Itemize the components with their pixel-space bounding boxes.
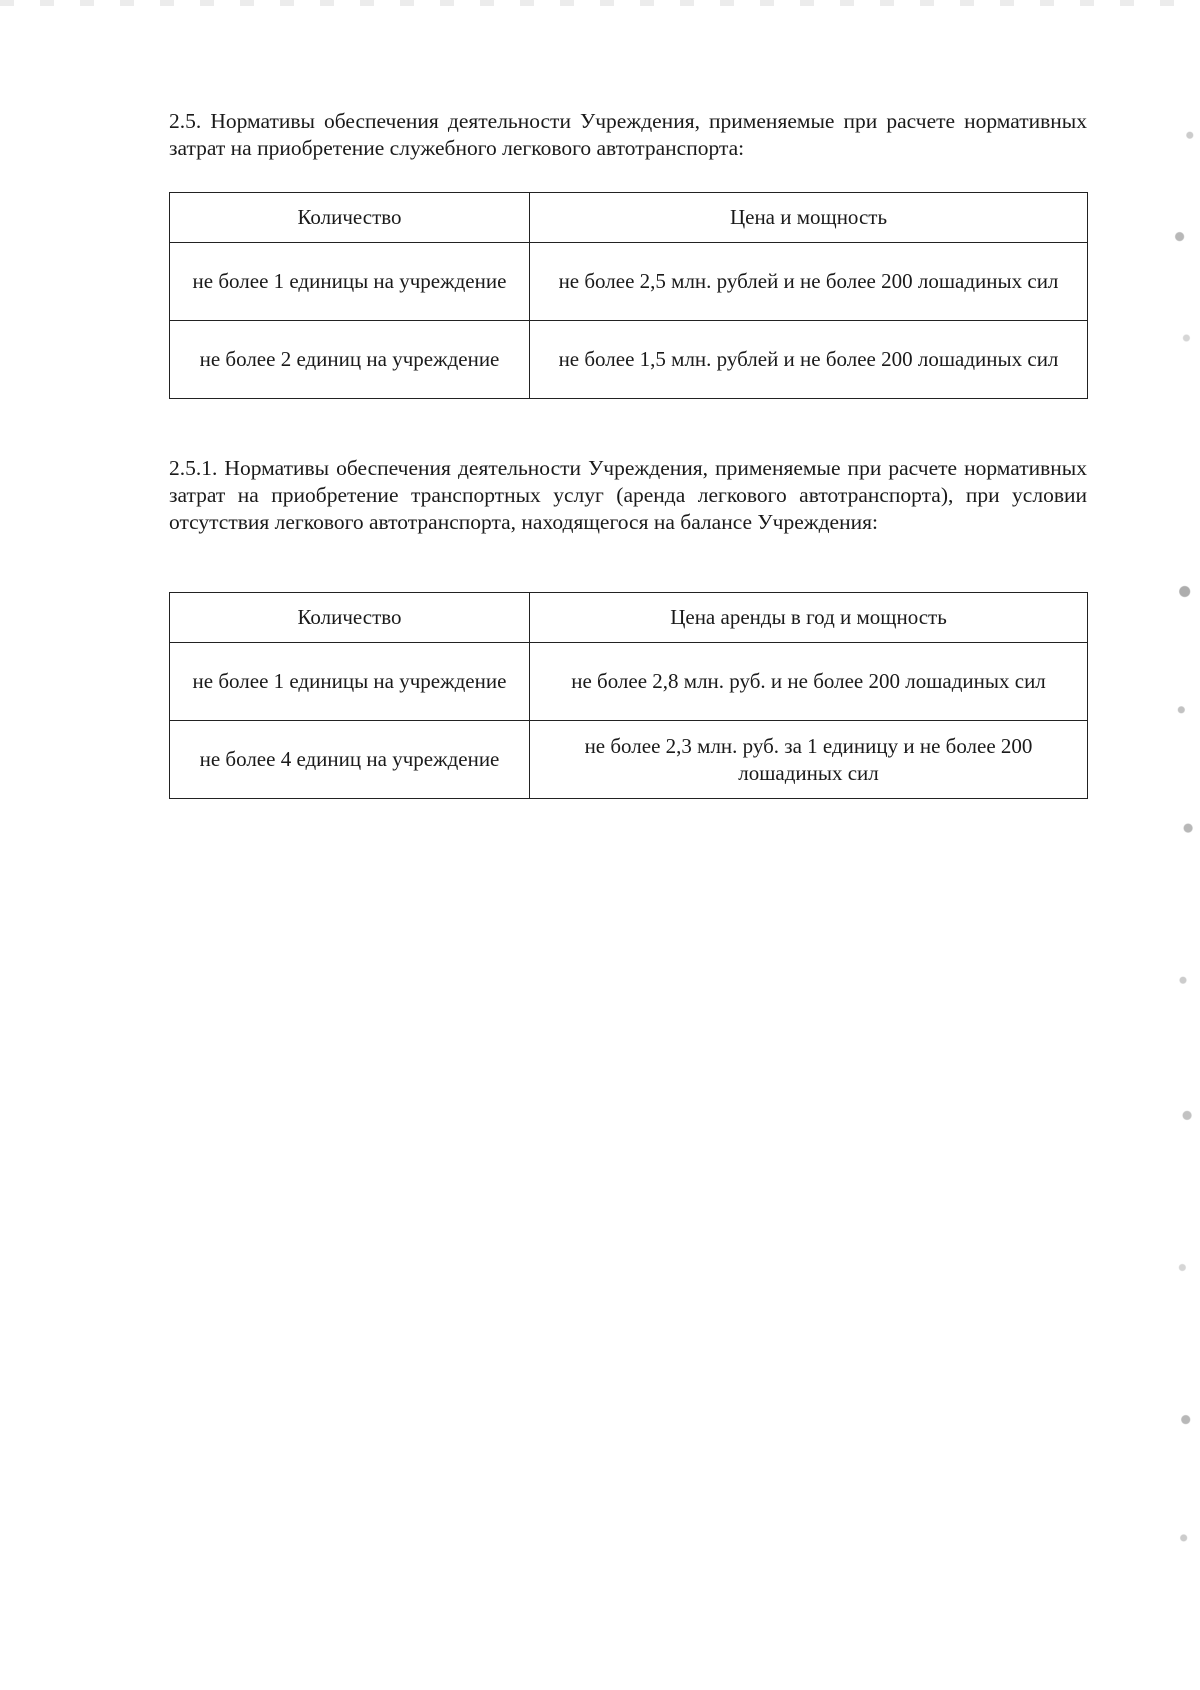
cell-price-power [530,243,1088,321]
column-header-quantity: Количество [170,593,530,643]
column-header-price-power: Цена и мощность [530,193,1088,243]
cell-text: не более 2,5 млн. рублей и не более 200 лошадиных сил [558,269,1059,293]
cell-text: не более 1,5 млн. рублей и не более 200 лошадиных сил [558,347,1059,371]
column-header-quantity: Количество [170,193,530,243]
table-row [170,721,1088,799]
scan-edge-right [1166,0,1200,1690]
section-2-5-paragraph: 2.5. Нормативы обеспечения деятельности Учреждения, применяемые при расчете нормативных затрат на приобретение служебного легкового автотранспорта: [169,109,1087,160]
table-row [170,243,1088,321]
section-2-5-table [169,192,1088,399]
scan-edge-top [0,0,1200,6]
section-2-5-1-paragraph: 2.5.1. Нормативы обеспечения деятельности Учреждения, применяемые при расчете нормативных затрат на приобретение транспортных услуг (аренда легкового автотранспорта), при условии отсутствия легкового автотранспорта, находящегося на балансе Учреждения: [169,456,1087,534]
table-row [170,643,1088,721]
cell-rent-price-power [530,721,1088,799]
cell-price-power [530,321,1088,399]
cell-text: не более 1 единицы на учреждение [192,269,507,293]
cell-text: не более 2 единиц на учреждение [199,347,500,371]
cell-quantity [170,643,530,721]
table-row [170,321,1088,399]
table-header-row [170,193,1088,243]
section-2-5-1-table [169,592,1088,799]
cell-text: не более 2,8 млн. руб. и не более 200 лошадиных сил [571,669,1046,693]
cell-quantity [170,243,530,321]
cell-text: не более 2,3 млн. руб. за 1 единицу и не более 200 лошадиных сил [584,733,1033,785]
cell-quantity [170,321,530,399]
cell-quantity [170,721,530,799]
cell-text: не более 4 единиц на учреждение [199,747,500,771]
column-header-rent-price-power: Цена аренды в год и мощность [530,593,1088,643]
cell-text: не более 1 единицы на учреждение [192,669,507,693]
table-header-row [170,593,1088,643]
cell-rent-price-power [530,643,1088,721]
